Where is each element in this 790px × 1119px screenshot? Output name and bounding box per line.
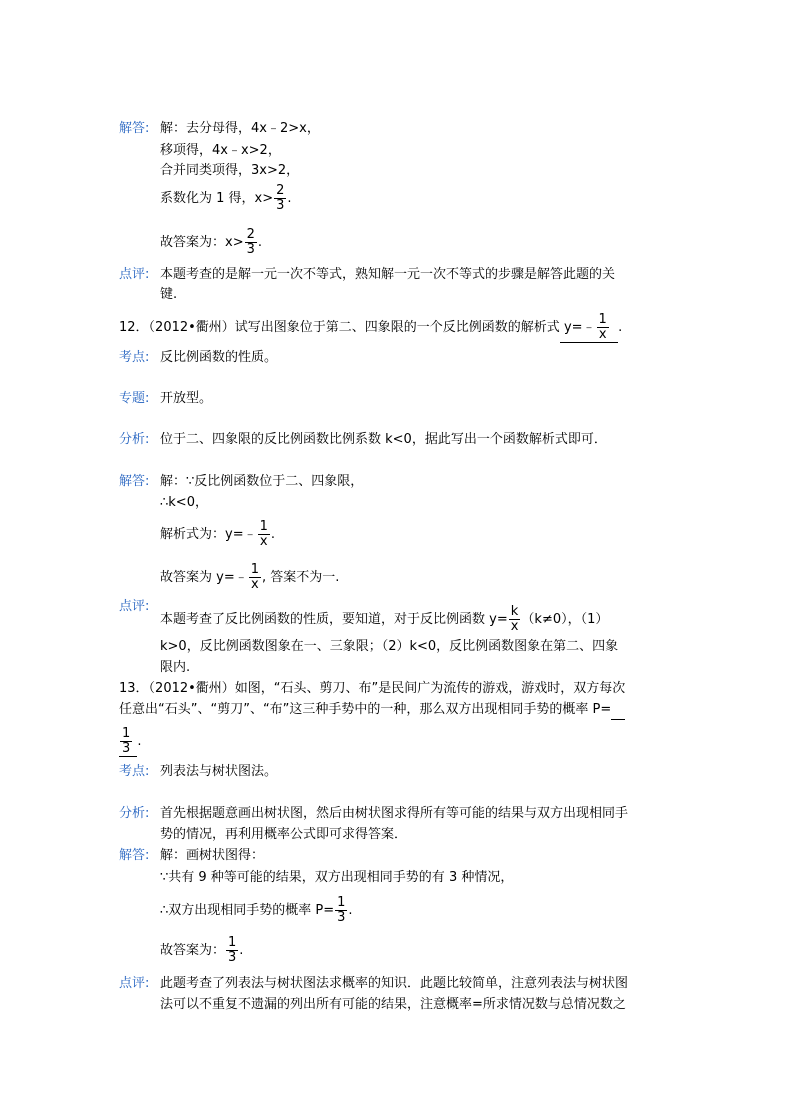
q13-solution-line-2: ∵共有 9 种等可能的结果，双方出现相同手势的有 3 种情况，	[160, 870, 514, 885]
q12-point: 反比例函数的性质。	[160, 350, 278, 365]
q13-solution-line-3: ∴双方出现相同手势的概率 P= $\frac{1}{3}$ .	[160, 895, 353, 925]
q11-solution-line-4: 系数化为 1 得，x> $\frac{2}{3}$ .	[160, 183, 292, 213]
q12-analysis: 位于二、四象限的反比例函数比例系数 k<0，据此写出一个函数解析式即可．	[160, 432, 607, 447]
q13-analysis-line-2: 势的情况，再利用概率公式即可求得答案．	[160, 827, 408, 842]
q12-solution-line-1: 解：∵反比例函数位于二、四象限，	[160, 474, 364, 489]
comment-label: 点评:	[119, 267, 150, 282]
q13-stem-answer: $\frac{1}{3}$ .	[119, 727, 142, 757]
q12-stem: 12．（2012•衢州）试写出图象位于第二、四象限的一个反比例函数的解析式 y=﹣ $\frac{1}{x}$ .	[119, 312, 623, 342]
q13-answer-line: 故答案为： $\frac{1}{3}$ .	[160, 935, 244, 965]
solution-label: 解答:	[119, 474, 150, 489]
fraction: $\frac{1}{3}$	[228, 935, 237, 965]
q13-point: 列表法与树状图法。	[160, 764, 278, 779]
q12-topic: 开放型。	[160, 391, 213, 406]
q13-comment-line-2: 法可以不重复不遗漏的列出所有可能的结果，注意概率=所求情况数与总情况数之	[160, 997, 626, 1012]
q12-solution-line-3: 解析式为：y=﹣ $\frac{1}{x}$ .	[160, 519, 276, 549]
q13-stem-line-2: 任意出“石头”、“剪刀”、“布”这三种手势中的一种，那么双方出现相同手势的概率 P=	[119, 701, 625, 720]
answer-blank	[119, 727, 137, 757]
fraction: $\frac{1}{x}$	[250, 562, 259, 592]
q12-comment-line-1: 本题考查了反比例函数的性质，要知道，对于反比例函数 y= $\frac{k}{x}$ （k≠0），（1）	[160, 604, 609, 634]
fraction: $\frac{2}{3}$	[246, 227, 255, 257]
q13-analysis-line-1: 首先根据题意画出树状图，然后由树状图求得所有等可能的结果与双方出现相同手	[160, 806, 629, 821]
answer-blank: y=﹣ $\frac{1}{x}$	[560, 313, 618, 343]
q11-comment-line-1: 本题考查的是解一元一次不等式，熟知解一元一次不等式的步骤是解答此题的关	[160, 267, 616, 282]
fraction: $\frac{1}{x}$	[598, 312, 607, 342]
q13-solution-line-1: 解：画树状图得：	[160, 848, 265, 863]
fraction: $\frac{2}{3}$	[276, 183, 285, 213]
q11-comment-line-2: 键.	[160, 287, 178, 302]
q12-comment-line-2: k>0，反比例函数图象在一、三象限；（2）k<0，反比例函数图象在第二、四象	[160, 639, 619, 654]
point-label: 考点:	[119, 350, 150, 365]
q13-stem-line-1: 13．（2012•衢州）如图，“石头、剪刀、布”是民间广为流传的游戏，游戏时，双方每次	[119, 681, 626, 696]
analysis-label: 分析:	[119, 432, 150, 447]
fraction: $\frac{1}{3}$	[337, 895, 346, 925]
analysis-label: 分析:	[119, 806, 150, 821]
solution-label: 解答:	[119, 848, 150, 863]
q12-comment-line-3: 限内.	[160, 660, 191, 675]
fraction: $\frac{1}{3}$	[122, 726, 131, 756]
answer-blank	[611, 701, 625, 720]
q11-solution-line-2: 移项得，4x﹣x>2，	[160, 143, 281, 158]
point-label: 考点:	[119, 764, 150, 779]
q12-answer-line: 故答案为 y=﹣ $\frac{1}{x}$ , 答案不为一.	[160, 562, 340, 592]
q11-solution-line-3: 合并同类项得，3x>2，	[160, 163, 300, 178]
fraction: $\frac{1}{x}$	[259, 519, 268, 549]
q11-answer-line: 故答案为：x> $\frac{2}{3}$ .	[160, 227, 263, 257]
q11-solution-line-1: 解：去分母得，4x﹣2>x，	[160, 121, 320, 136]
fraction: $\frac{k}{x}$	[510, 604, 519, 634]
topic-label: 专题:	[119, 391, 150, 406]
comment-label: 点评:	[119, 599, 150, 614]
comment-label: 点评:	[119, 976, 150, 991]
q12-solution-line-2: ∴k<0，	[160, 495, 208, 510]
solution-label: 解答:	[119, 121, 150, 136]
q13-comment-line-1: 此题考查了列表法与树状图法求概率的知识．此题比较简单，注意列表法与树状图	[160, 976, 629, 991]
